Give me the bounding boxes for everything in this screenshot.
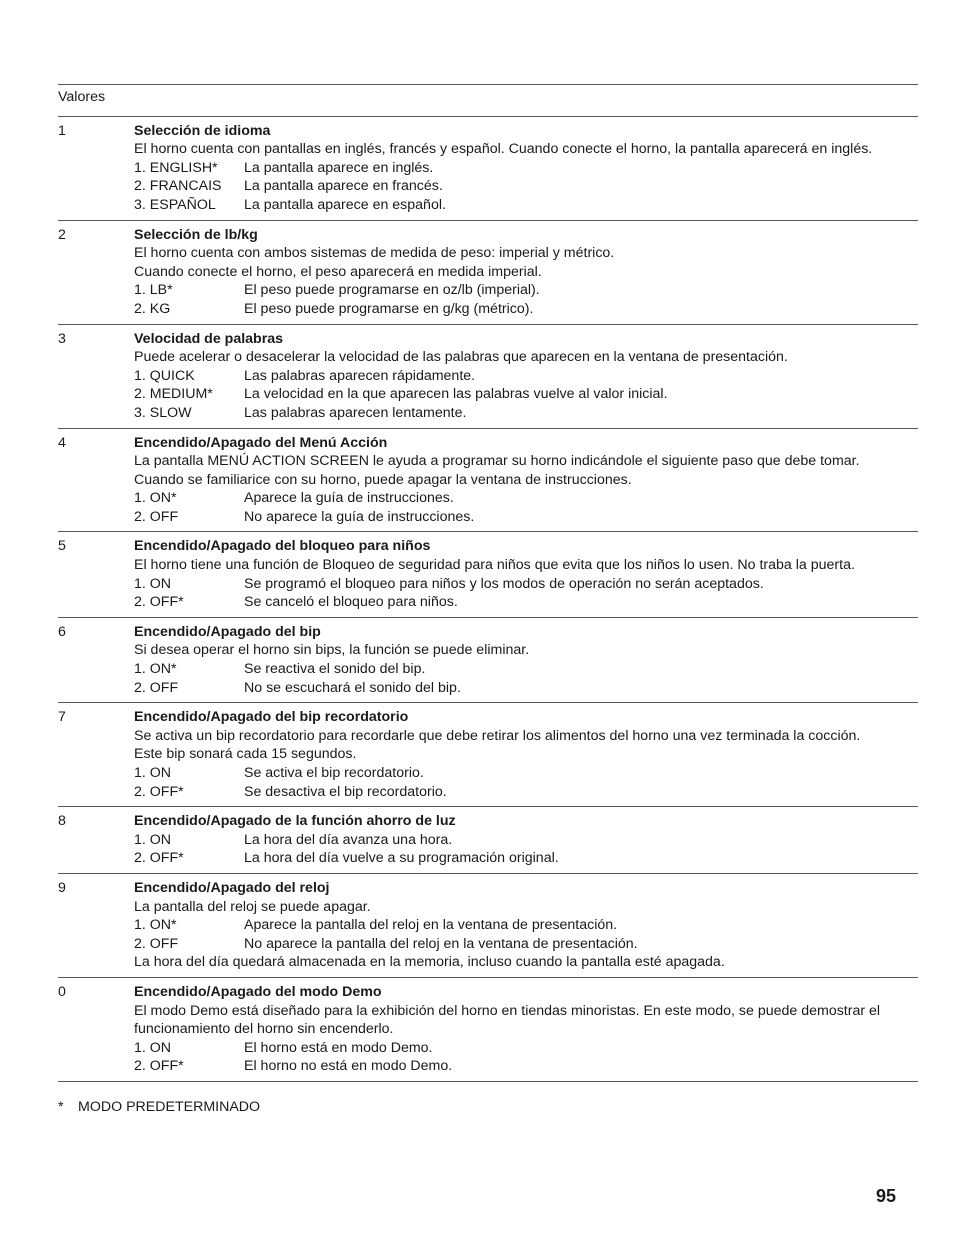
option-text: Se programó el bloqueo para niños y los modos de operación no serán aceptados.	[244, 575, 764, 592]
option-text: Se desactiva el bip recordatorio.	[244, 783, 447, 800]
setting-option	[134, 1057, 918, 1076]
option-text: La pantalla aparece en francés.	[244, 178, 443, 195]
option-text: Se reactiva el sonido del bip.	[244, 661, 426, 678]
setting-number: 3	[58, 330, 66, 347]
option-code: 3. SLOW	[134, 404, 192, 421]
table-row	[58, 117, 918, 221]
setting-option	[134, 575, 918, 594]
setting-option	[134, 764, 918, 783]
setting-description: Cuando se familiarice con su horno, puede apagar la ventana de instrucciones.	[134, 471, 632, 488]
table-row	[58, 221, 918, 325]
option-text: El peso puede programarse en g/kg (métrico).	[244, 300, 534, 317]
setting-title: Selección de idioma	[134, 122, 271, 139]
setting-option	[134, 177, 918, 196]
setting-option	[134, 935, 918, 954]
setting-title: Encendido/Apagado del Menú Acción	[134, 434, 388, 451]
option-code: 2. OFF*	[134, 594, 184, 611]
setting-title: Encendido/Apagado del modo Demo	[134, 983, 382, 1000]
setting-number: 2	[58, 226, 66, 243]
setting-option	[134, 679, 918, 698]
setting-description: Puede acelerar o desacelerar la velocidad de las palabras que aparecen en la ventana de presentación.	[134, 349, 788, 366]
option-text: Aparece la guía de instrucciones.	[244, 490, 454, 507]
page-number: 95	[875, 1186, 896, 1206]
setting-title: Encendido/Apagado del bloqueo para niños	[134, 538, 431, 555]
option-text: La velocidad en la que aparecen las palabras vuelve al valor inicial.	[244, 386, 668, 403]
option-text: Se activa el bip recordatorio.	[244, 765, 424, 781]
setting-title: Encendido/Apagado del reloj	[134, 879, 330, 896]
footnote-text: MODO PREDETERMINADO	[78, 1099, 261, 1115]
option-code: 2. MEDIUM*	[134, 386, 213, 403]
setting-option	[134, 385, 918, 404]
setting-description: El modo Demo está diseñado para la exhibición del horno en tiendas minoristas. En este modo, se puede demostrar el	[134, 1002, 881, 1019]
setting-option	[134, 916, 918, 935]
setting-number: 1	[58, 122, 66, 139]
option-text: No se escuchará el sonido del bip.	[244, 679, 461, 696]
table-row	[58, 874, 918, 978]
option-code: 1. ON	[134, 1039, 172, 1056]
setting-description: Este bip sonará cada 15 segundos.	[134, 746, 357, 763]
setting-content	[134, 983, 918, 1076]
option-code: 1. ENGLISH*	[134, 159, 218, 176]
footnote-star: *	[58, 1099, 64, 1115]
option-text: No aparece la guía de instrucciones.	[244, 508, 475, 525]
table-row	[58, 429, 918, 533]
option-text: La pantalla aparece en español.	[244, 196, 446, 213]
setting-number: 0	[58, 983, 66, 1000]
option-text: La hora del día vuelve a su programación original.	[244, 850, 559, 867]
option-text: Las palabras aparecen rápidamente.	[244, 367, 476, 384]
setting-description: Cuando conecte el horno, el peso aparecerá en medida imperial.	[134, 263, 542, 280]
option-code: 1. ON*	[134, 917, 177, 934]
option-code: 1. QUICK	[134, 367, 195, 384]
option-text: El horno está en modo Demo.	[244, 1039, 433, 1056]
setting-option	[134, 508, 918, 527]
setting-content	[134, 537, 918, 611]
option-code: 1. ON	[134, 765, 172, 781]
setting-number: 5	[58, 538, 66, 555]
footnote	[58, 1098, 260, 1117]
option-code: 1. ON	[134, 831, 172, 848]
option-code: 1. LB*	[134, 282, 173, 299]
setting-option	[134, 367, 918, 386]
setting-title: Selección de lb/kg	[134, 226, 258, 243]
setting-option	[134, 783, 918, 802]
table-row	[58, 703, 918, 807]
table-header	[58, 84, 918, 117]
setting-content	[134, 623, 918, 697]
option-code: 2. OFF	[134, 935, 179, 952]
setting-option	[134, 196, 918, 215]
setting-content	[134, 122, 918, 215]
option-code: 2. KG	[134, 300, 171, 317]
option-code: 2. FRANCAIS	[134, 178, 222, 195]
table-row	[58, 807, 918, 874]
table-row	[58, 978, 918, 1082]
option-text: Aparece la pantalla del reloj en la ventana de presentación.	[244, 917, 618, 934]
setting-content	[134, 226, 918, 319]
table-body	[58, 117, 918, 1082]
setting-option	[134, 831, 918, 850]
setting-number: 8	[58, 813, 66, 830]
setting-title: Encendido/Apagado del bip recordatorio	[134, 709, 409, 726]
setting-description: Si desea operar el horno sin bips, la función se puede eliminar.	[134, 642, 530, 659]
setting-option	[134, 593, 918, 612]
option-code: 2. OFF*	[134, 850, 184, 867]
setting-content	[134, 434, 918, 527]
setting-description: El horno cuenta con ambos sistemas de medida de peso: imperial y métrico.	[134, 245, 615, 262]
option-text: El horno no está en modo Demo.	[244, 1058, 453, 1075]
setting-option	[134, 159, 918, 178]
setting-title: Encendido/Apagado del bip	[134, 623, 321, 640]
setting-option	[134, 404, 918, 423]
table-row	[58, 325, 918, 429]
option-code: 1. ON*	[134, 661, 177, 678]
setting-number: 9	[58, 879, 66, 896]
header-label: Valores	[58, 89, 106, 105]
setting-title: Velocidad de palabras	[134, 330, 284, 347]
setting-content	[134, 330, 918, 423]
option-text: El peso puede programarse en oz/lb (imperial).	[244, 282, 540, 299]
option-text: Las palabras aparecen lentamente.	[244, 404, 467, 421]
setting-description: funcionamiento del horno sin encenderlo.	[134, 1021, 394, 1038]
option-code: 2. OFF	[134, 508, 179, 525]
setting-number: 7	[58, 709, 66, 726]
option-code: 3. ESPAÑOL	[134, 196, 216, 213]
setting-description: El horno cuenta con pantallas en inglés, francés y español. Cuando conecte el horno, la pantalla aparecerá en inglés.	[134, 141, 873, 158]
setting-option	[134, 300, 918, 319]
option-text: No aparece la pantalla del reloj en la ventana de presentación.	[244, 935, 638, 952]
table-row	[58, 532, 918, 617]
option-code: 2. OFF	[134, 679, 179, 696]
setting-option	[134, 281, 918, 300]
option-code: 1. ON*	[134, 490, 177, 507]
option-text: Se canceló el bloqueo para niños.	[244, 594, 458, 611]
option-text: La hora del día avanza una hora.	[244, 831, 453, 848]
setting-description: Se activa un bip recordatorio para recordarle que debe retirar los alimentos del horno una vez terminada la cocción.	[134, 727, 861, 744]
setting-description: La pantalla del reloj se puede apagar.	[134, 898, 371, 915]
setting-option	[134, 849, 918, 868]
setting-content	[134, 879, 918, 972]
settings-table	[58, 84, 918, 1082]
option-code: 2. OFF*	[134, 1058, 184, 1075]
setting-content	[134, 812, 918, 868]
setting-description: La pantalla MENÚ ACTION SCREEN le ayuda a programar su horno indicándole el siguiente paso que debe tomar.	[134, 453, 860, 470]
setting-option	[134, 660, 918, 679]
setting-title: Encendido/Apagado de la función ahorro de luz	[134, 813, 456, 830]
setting-option	[134, 489, 918, 508]
setting-number: 6	[58, 623, 66, 640]
setting-note: La hora del día quedará almacenada en la memoria, incluso cuando la pantalla esté apagada.	[134, 954, 725, 971]
option-code: 2. OFF*	[134, 783, 184, 800]
setting-number: 4	[58, 434, 66, 451]
table-row	[58, 618, 918, 703]
setting-description: El horno tiene una función de Bloqueo de seguridad para niños que evita que los niños lo usen. No traba la puerta.	[134, 557, 855, 574]
setting-option	[134, 1039, 918, 1058]
setting-content	[134, 708, 918, 801]
option-text: La pantalla aparece en inglés.	[244, 159, 434, 176]
option-code: 1. ON	[134, 575, 172, 592]
